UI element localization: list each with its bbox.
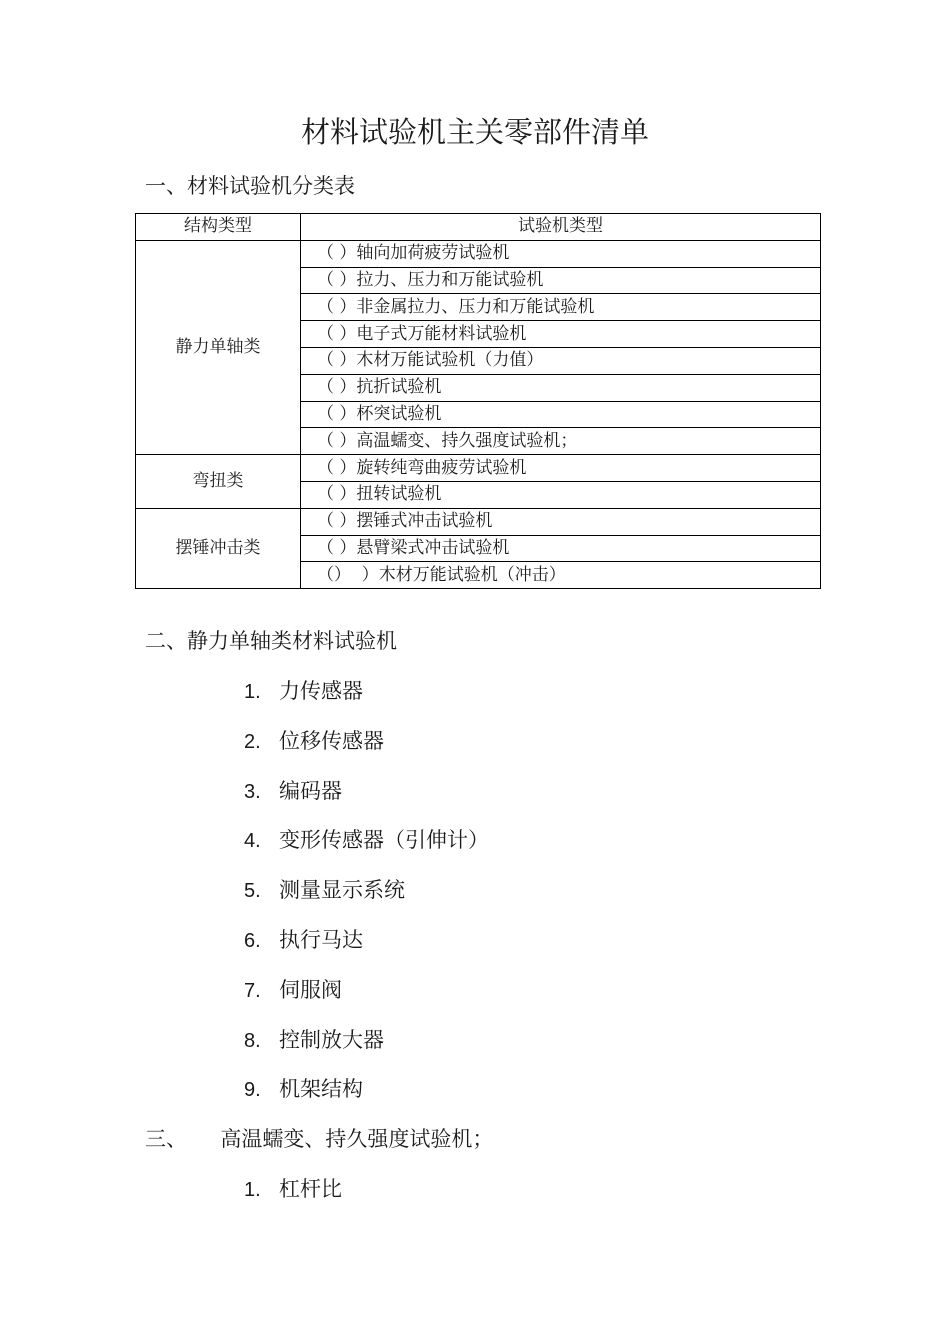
classification-table xyxy=(135,213,821,589)
category-pendulum-impact: 摆锤冲击类 xyxy=(136,508,301,588)
item-text: 机架结构 xyxy=(279,1077,363,1102)
list-item xyxy=(244,926,489,976)
machine-type-item: （ ）拉力、压力和万能试验机 xyxy=(301,267,821,294)
machine-type-item: （ ）杯突试验机 xyxy=(301,401,821,428)
section-2-heading: 二、静力单轴类材料试验机 xyxy=(145,629,397,653)
machine-type-item: （ ）旋转纯弯曲疲劳试验机 xyxy=(301,455,821,482)
document-title: 材料试验机主关零部件清单 xyxy=(300,115,649,149)
item-number: 5. xyxy=(244,880,261,903)
machine-type-item: （ ）抗折试验机 xyxy=(301,374,821,401)
list-item xyxy=(244,1075,489,1125)
item-text: 力传感器 xyxy=(279,679,363,703)
header-machine-type: 试验机类型 xyxy=(301,214,821,241)
item-number: 9. xyxy=(244,1079,261,1102)
section-1-heading: 一、材料试验机分类表 xyxy=(145,174,355,198)
list-item xyxy=(244,777,489,827)
item-number: 7. xyxy=(244,979,261,1002)
category-bending-torsion: 弯扭类 xyxy=(136,455,301,509)
list-item xyxy=(244,1175,342,1225)
list-item xyxy=(244,826,489,876)
machine-type-item: （） ）木材万能试验机（冲击） xyxy=(301,562,821,589)
machine-type-item: （ ）摆锤式冲击试验机 xyxy=(301,508,821,535)
table-header-row xyxy=(136,214,821,241)
item-text: 控制放大器 xyxy=(279,1027,384,1052)
machine-type-item: （ ）非金属拉力、压力和万能试验机 xyxy=(301,294,821,321)
machine-type-item: （ ）扭转试验机 xyxy=(301,481,821,508)
item-text: 测量显示系统 xyxy=(279,878,405,903)
item-text: 执行马达 xyxy=(279,927,363,952)
item-number: 1. xyxy=(244,1179,261,1201)
table-row xyxy=(136,455,821,482)
list-item xyxy=(244,727,489,777)
item-number: 6. xyxy=(244,929,261,952)
item-number: 4. xyxy=(244,830,261,853)
item-number: 1. xyxy=(244,681,261,703)
high-temp-creep-parts-list xyxy=(244,1175,342,1225)
item-text: 变形传感器（引伸计） xyxy=(279,828,489,853)
item-number: 8. xyxy=(244,1029,261,1052)
table-row xyxy=(136,508,821,535)
list-item xyxy=(244,1026,489,1076)
item-text: 杠杆比 xyxy=(279,1177,342,1201)
list-item xyxy=(244,876,489,926)
item-text: 编码器 xyxy=(279,778,342,803)
machine-type-item: （ ）高温蠕变、持久强度试验机； xyxy=(301,428,821,455)
list-item xyxy=(244,677,489,727)
machine-type-item: （ ）悬臂梁式冲击试验机 xyxy=(301,535,821,562)
item-number: 3. xyxy=(244,780,261,803)
header-structure-type: 结构类型 xyxy=(136,214,301,241)
machine-type-item: （ ）轴向加荷疲劳试验机 xyxy=(301,240,821,267)
machine-type-item: （ ）电子式万能材料试验机 xyxy=(301,321,821,348)
item-number: 2. xyxy=(244,730,261,753)
item-text: 位移传感器 xyxy=(279,728,384,753)
section-3-heading: 三、 高温蠕变、持久强度试验机； xyxy=(145,1127,494,1151)
static-uniaxial-parts-list xyxy=(244,677,489,1125)
machine-type-item: （ ）木材万能试验机（力值） xyxy=(301,347,821,374)
list-item xyxy=(244,976,489,1026)
table-row xyxy=(136,240,821,267)
item-text: 伺服阀 xyxy=(279,977,342,1002)
category-static-uniaxial: 静力单轴类 xyxy=(136,240,301,454)
